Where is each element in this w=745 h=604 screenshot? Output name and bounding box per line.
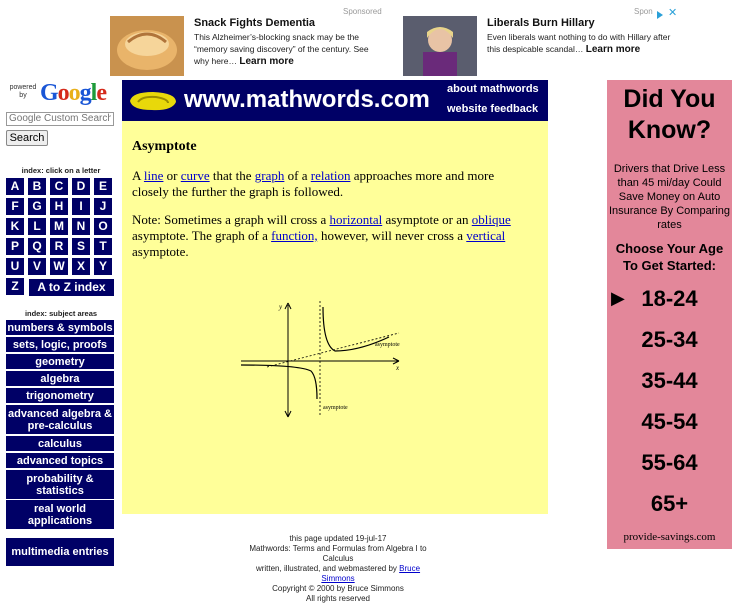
rights-text: All rights reserved bbox=[305, 594, 371, 603]
about-mathwords-link[interactable]: about mathwords bbox=[447, 83, 539, 95]
link-graph[interactable]: graph bbox=[254, 168, 285, 183]
ad-hillary-desc: Even liberals want nothing to do with Hillary after this despicable scandal… Learn more bbox=[487, 32, 671, 55]
ad-snack[interactable] bbox=[110, 14, 380, 76]
search-button[interactable]: Search bbox=[6, 130, 48, 146]
google-logo: Google bbox=[40, 80, 106, 106]
letter-y[interactable]: Y bbox=[94, 258, 112, 275]
curve-left-branch bbox=[241, 365, 317, 399]
link-curve[interactable]: curve bbox=[180, 168, 210, 183]
ad-choose-age: Choose Your Age To Get Started: bbox=[615, 241, 724, 273]
letter-l[interactable]: L bbox=[28, 218, 46, 235]
copyright-text: Copyright © 2000 by Bruce Simmons bbox=[272, 584, 404, 593]
page-footer bbox=[248, 534, 428, 604]
mathwords-logo-icon[interactable] bbox=[128, 90, 178, 112]
age-option-25-34[interactable]: 25-34 bbox=[641, 327, 698, 352]
letter-m[interactable]: M bbox=[50, 218, 68, 235]
subject-numbers-symbols[interactable]: numbers & symbols bbox=[7, 321, 113, 334]
a-to-z-index-button[interactable]: A to Z index bbox=[29, 279, 114, 296]
subject-advanced-topics[interactable]: advanced topics bbox=[6, 453, 114, 468]
subject-sets-logic-proofs[interactable]: sets, logic, proofs bbox=[6, 337, 114, 352]
vertical-asymptote-label: asymptote bbox=[323, 405, 348, 411]
letter-k[interactable]: K bbox=[6, 218, 24, 235]
letter-v[interactable]: V bbox=[28, 258, 46, 275]
sponsored-label: Sponsored bbox=[343, 7, 382, 16]
ad-hillary-image[interactable] bbox=[403, 16, 477, 76]
letter-i[interactable]: I bbox=[72, 198, 90, 215]
letter-t[interactable]: T bbox=[94, 238, 112, 255]
oblique-asymptote-label: asymptote bbox=[375, 342, 400, 348]
link-oblique[interactable]: oblique bbox=[471, 212, 511, 227]
letter-j[interactable]: J bbox=[94, 198, 112, 215]
letter-a[interactable]: A bbox=[6, 178, 24, 195]
subject-geometry[interactable]: geometry bbox=[6, 354, 114, 369]
arrow-right-icon: ▶ bbox=[611, 288, 625, 308]
letter-z[interactable]: Z bbox=[6, 278, 24, 295]
letter-q[interactable]: Q bbox=[28, 238, 46, 255]
adchoices-icon[interactable] bbox=[655, 7, 665, 17]
author-link[interactable]: Bruce Simmons bbox=[321, 564, 421, 583]
subject-multimedia-entries[interactable]: multimedia entries bbox=[6, 538, 114, 566]
subject-algebra[interactable]: algebra bbox=[6, 371, 114, 386]
subject-advanced-algebra[interactable]: advanced algebra & pre-calculus bbox=[6, 405, 114, 434]
ad-snack-learn-more[interactable]: Learn more bbox=[239, 56, 294, 67]
definition-text: A line or curve that the graph of a relation approaches more and more closely the further the graph is followed. bbox=[132, 168, 495, 199]
letter-f[interactable]: F bbox=[6, 198, 24, 215]
credits-text: written, illustrated, and webmastered by Bruce Simmons bbox=[255, 564, 421, 583]
asymptote-graph bbox=[239, 299, 407, 421]
ad-url: provide-savings.com bbox=[623, 531, 716, 543]
sponsored-label-2: Spon bbox=[634, 7, 653, 16]
letter-h[interactable]: H bbox=[50, 198, 68, 215]
letter-s[interactable]: S bbox=[72, 238, 90, 255]
subject-index-label: index: subject areas bbox=[24, 309, 98, 318]
subject-real-world-applications[interactable]: real world applications bbox=[6, 500, 114, 529]
letter-d[interactable]: D bbox=[72, 178, 90, 195]
note-text: Note: Sometimes a graph will cross a horizontal asymptote or an oblique asymptote. The graph of a function, however, will never cross a vertical asymptote. bbox=[132, 212, 511, 259]
ad-hillary[interactable] bbox=[403, 14, 683, 76]
site-title-link[interactable]: www.mathwords.com bbox=[184, 86, 430, 113]
ad-snack-desc: This Alzheimer’s-blocking snack may be the “memory saving discovery” of the century. See why here… Learn more bbox=[194, 32, 369, 67]
x-axis-label: x bbox=[396, 364, 400, 372]
letter-r[interactable]: R bbox=[50, 238, 68, 255]
age-option-18-24[interactable]: 18-24 bbox=[641, 286, 698, 311]
link-relation[interactable]: relation bbox=[310, 168, 351, 183]
ad-snack-title[interactable]: Snack Fights Dementia bbox=[194, 17, 316, 29]
link-function[interactable]: function, bbox=[271, 228, 318, 243]
subject-trigonometry[interactable]: trigonometry bbox=[6, 388, 114, 403]
letter-x[interactable]: X bbox=[72, 258, 90, 275]
page-title: Asymptote bbox=[132, 139, 197, 154]
definition-panel bbox=[122, 121, 548, 514]
letter-g[interactable]: G bbox=[28, 198, 46, 215]
subject-probability-statistics[interactable]: probability & statistics bbox=[6, 470, 114, 499]
updated-text: this page updated 19-jul-17 bbox=[289, 534, 387, 543]
website-feedback-link[interactable]: website feedback bbox=[447, 103, 539, 115]
ad-headline: Did You Know? bbox=[623, 85, 716, 144]
letter-w[interactable]: W bbox=[50, 258, 68, 275]
ad-snack-image[interactable] bbox=[110, 16, 184, 76]
insurance-ad[interactable] bbox=[607, 80, 732, 549]
letter-e[interactable]: E bbox=[94, 178, 112, 195]
age-option-35-44[interactable]: 35-44 bbox=[641, 368, 698, 393]
search-input[interactable] bbox=[6, 112, 114, 126]
letter-u[interactable]: U bbox=[6, 258, 24, 275]
link-vertical[interactable]: vertical bbox=[466, 228, 506, 243]
book-title-text: Mathwords: Terms and Formulas from Algebra I to Calculus bbox=[249, 544, 427, 563]
y-axis-label: y bbox=[279, 303, 283, 311]
age-option-55-64[interactable]: 55-64 bbox=[641, 450, 698, 475]
link-horizontal[interactable]: horizontal bbox=[329, 212, 383, 227]
powered-by-label: powered by bbox=[9, 84, 37, 99]
letter-b[interactable]: B bbox=[28, 178, 46, 195]
site-header bbox=[122, 80, 548, 121]
link-line[interactable]: line bbox=[143, 168, 164, 183]
letter-n[interactable]: N bbox=[72, 218, 90, 235]
letter-c[interactable]: C bbox=[50, 178, 68, 195]
close-icon[interactable]: ✕ bbox=[668, 7, 678, 19]
letter-p[interactable]: P bbox=[6, 238, 24, 255]
ad-body-text: Drivers that Drive Less than 45 mi/day Could Save Money on Auto Insurance By Comparing rates bbox=[608, 163, 731, 231]
ad-hillary-learn-more[interactable]: Learn more bbox=[585, 44, 641, 55]
age-option-45-54[interactable]: 45-54 bbox=[641, 409, 698, 434]
age-option-65-plus[interactable]: 65+ bbox=[650, 491, 689, 516]
letter-index-label: index: click on a letter bbox=[21, 166, 101, 175]
subject-calculus[interactable]: calculus bbox=[6, 436, 114, 451]
letter-o[interactable]: O bbox=[94, 218, 112, 235]
ad-hillary-title[interactable]: Liberals Burn Hillary bbox=[487, 17, 595, 29]
